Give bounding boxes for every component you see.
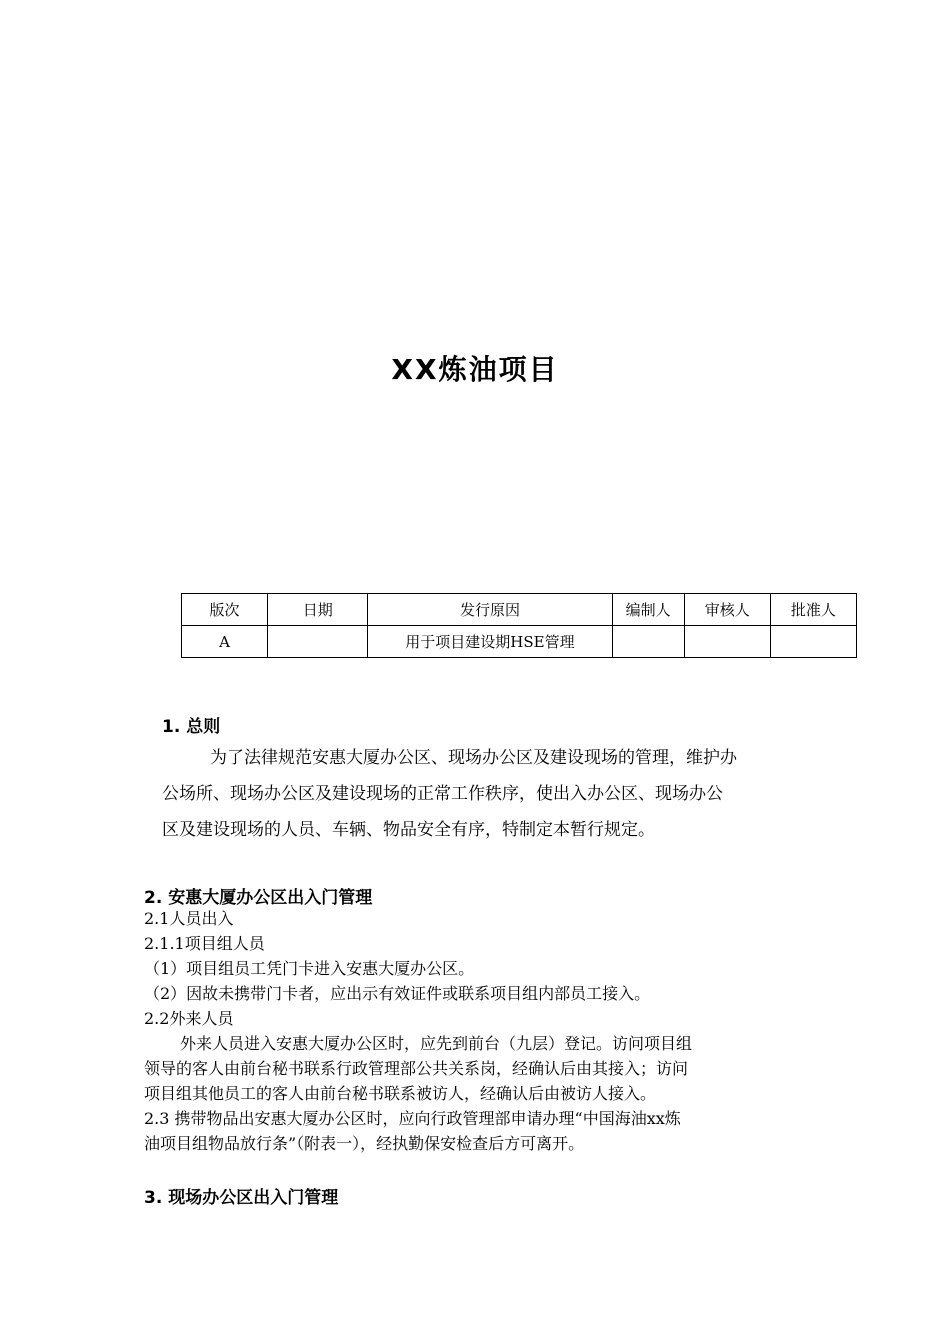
section-2-line-10: 油项目组物品放行条”（附表一），经执勤保安检查后方可离开。 — [144, 1134, 585, 1153]
section-2-line-2: 2.1.1项目组人员 — [144, 934, 265, 953]
cell-reason: 用于项目建设期HSE管理 — [368, 626, 612, 658]
section-1-line-2: 公场所、现场办公区及建设现场的正常工作秩序，使出入办公区、现场办公 — [162, 784, 723, 804]
cell-reviewer — [684, 626, 770, 658]
revision-table — [181, 593, 857, 658]
cell-date — [268, 626, 368, 658]
table-row — [182, 626, 857, 658]
section-2-line-6: 外来人员进入安惠大厦办公区时，应先到前台（九层）登记。访问项目组 — [180, 1034, 693, 1053]
cell-approver — [770, 626, 856, 658]
header-cell-date: 日期 — [268, 594, 368, 626]
section-2-line-8: 项目组其他员工的客人由前台秘书联系被访人，经确认后由被访人接入。 — [144, 1084, 657, 1103]
section-2-line-7: 领导的客人由前台秘书联系行政管理部公共关系岗，经确认后由其接入；访问 — [144, 1059, 689, 1078]
section-2-line-4: （2）因故未携带门卡者，应出示有效证件或联系项目组内部员工接入。 — [144, 984, 651, 1003]
section-2-line-5: 2.2外来人员 — [144, 1009, 234, 1028]
section-2-line-1: 2.1人员出入 — [144, 909, 234, 928]
header-cell-author: 编制人 — [612, 594, 684, 626]
header-cell-reason: 发行原因 — [368, 594, 612, 626]
section-1-line-1: 为了法律规范安惠大厦办公区、现场办公区及建设现场的管理，维护办 — [210, 748, 737, 768]
document-title: XX炼油项目 — [391, 353, 559, 386]
cell-version: A — [182, 626, 268, 658]
revision-table-header-row — [182, 594, 857, 626]
header-cell-version: 版次 — [182, 594, 268, 626]
section-1-line-3: 区及建设现场的人员、车辆、物品安全有序，特制定本暂行规定。 — [162, 820, 655, 840]
section-1-heading: 1. 总则 — [162, 717, 221, 737]
cell-author — [612, 626, 684, 658]
section-2-line-9: 2.3 携带物品出安惠大厦办公区时，应向行政管理部申请办理“中国海油xx炼 — [144, 1109, 681, 1128]
section-3-heading: 3. 现场办公区出入门管理 — [144, 1188, 339, 1208]
header-cell-reviewer: 审核人 — [684, 594, 770, 626]
header-cell-approver: 批准人 — [770, 594, 856, 626]
section-2-heading: 2. 安惠大厦办公区出入门管理 — [144, 888, 373, 908]
section-2-line-3: （1）项目组员工凭门卡进入安惠大厦办公区。 — [144, 959, 475, 978]
